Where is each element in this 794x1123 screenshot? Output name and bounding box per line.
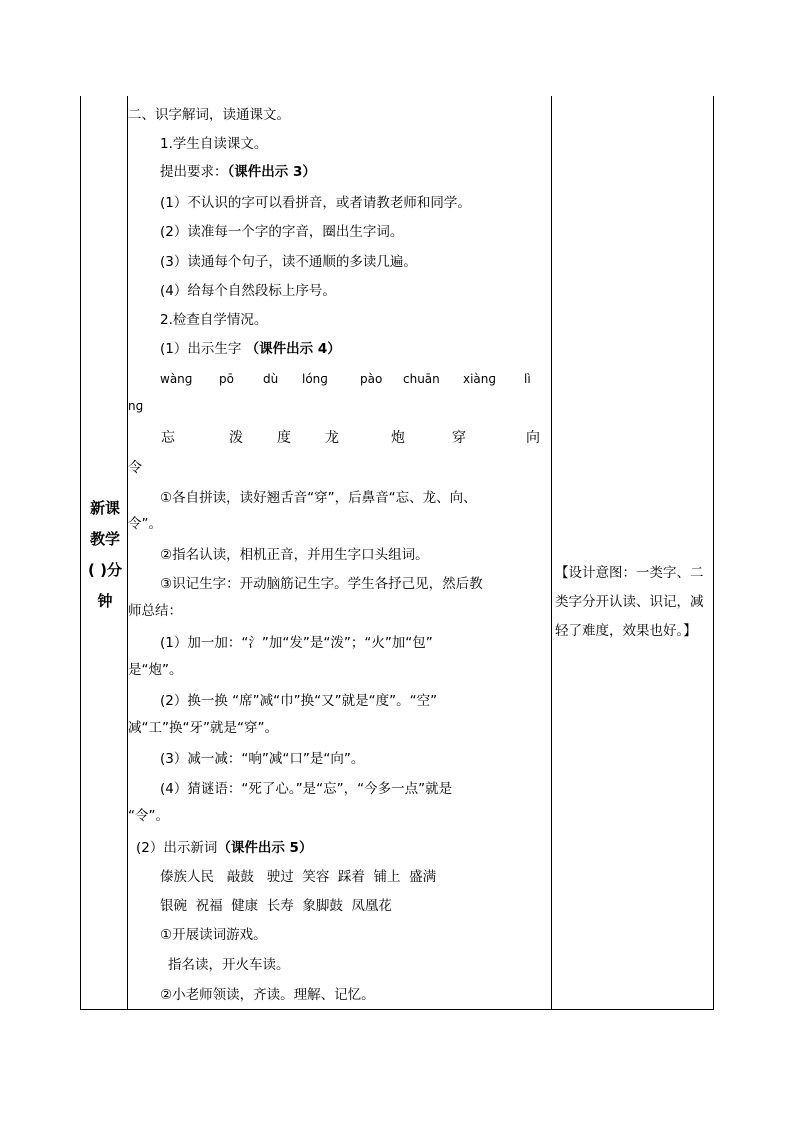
section-label-line: 钟 <box>97 592 113 610</box>
character-item: 度 <box>277 430 291 446</box>
reading-step-3: ③识记生字：开动脑筋记生字。学生各抒己见，然后教 <box>160 576 483 592</box>
reading-step-1-cont: 令”。 <box>128 516 162 532</box>
new-words-line <box>136 838 312 858</box>
column-divider-1 <box>127 96 128 1010</box>
memory-method-2: (2）换一换 “席”减“巾”换“又”就是“度”。“空” <box>160 693 438 709</box>
new-words-prefix: (2）出示新词 <box>136 840 218 856</box>
section-label-line: ( )分 <box>88 561 122 579</box>
character-item: 泼 <box>229 430 243 446</box>
pinyin-item: pō <box>219 372 234 386</box>
pinyin-item: wànɡ <box>160 372 193 386</box>
section-label <box>88 493 122 617</box>
reading-step-1: ①各自拼读，读好翘舌音“穿”，后鼻音“忘、龙、向、 <box>160 490 477 506</box>
new-characters-prefix: (1）出示生字 <box>160 341 246 357</box>
reading-step-2: ②指名认读，相机正音，并用生字口头组词。 <box>160 547 429 563</box>
requirement-4: (4）给每个自然段标上序号。 <box>160 283 336 299</box>
reading-step-3-cont: 师总结： <box>128 603 182 619</box>
word-game: ①开展读词游戏。 <box>160 927 267 943</box>
characters-wrap: 令 <box>128 460 142 476</box>
lesson-table <box>80 96 714 1010</box>
step-1: 1.学生自读课文。 <box>160 136 268 152</box>
word-game-detail: 指名读，开火车读。 <box>168 957 290 973</box>
character-item: 向 <box>526 430 540 446</box>
word-list-1: 傣族人民 敲鼓 驶过 笑容 踩着 铺上 盛满 <box>160 869 437 885</box>
new-characters-line <box>160 339 341 359</box>
requirement-1: (1）不认识的字可以看拼音，或者请教老师和同学。 <box>160 195 471 211</box>
table-border-bottom <box>80 1009 714 1010</box>
requirement-3: (3）读通每个句子，读不通顺的多读几遍。 <box>160 254 417 270</box>
pinyin-item: chuān <box>403 372 440 386</box>
memory-method-3: (3）减一减：“响”减“口”是“向”。 <box>160 751 365 767</box>
character-item: 炮 <box>391 430 405 446</box>
teacher-led-reading: ②小老师领读，齐读。理解、记忆。 <box>160 987 375 1003</box>
word-list-2: 银碗 祝福 健康 长寿 象脚鼓 凤凰花 <box>160 898 392 914</box>
section-label-line: 新课 <box>89 499 120 517</box>
table-border-right <box>713 96 714 1010</box>
requirement-2: (2）读准每一个字的字音，圈出生字词。 <box>160 224 404 240</box>
memory-method-1: (1）加一加：“氵”加“发”是“泼”；“火”加“包” <box>160 635 433 651</box>
pinyin-wrap: nɡ <box>128 399 144 413</box>
pinyin-item: pào <box>360 372 383 386</box>
character-item: 龙 <box>325 430 339 446</box>
requirements-line <box>160 162 316 182</box>
step-2: 2.检查自学情况。 <box>160 312 268 328</box>
courseware-cue: （课件出示 5） <box>217 840 313 856</box>
memory-method-1-cont: 是“炮”。 <box>128 662 183 678</box>
pinyin-item: lónɡ <box>302 372 328 386</box>
courseware-cue: （课件出示 4） <box>245 341 341 357</box>
design-intent-note: 【设计意图：一类字、二类字分开认读、识记，减轻了难度，效果也好。】 <box>555 565 704 639</box>
character-item: 穿 <box>452 430 466 446</box>
column-divider-2 <box>551 96 552 1010</box>
requirements-prefix: 提出要求： <box>160 164 228 180</box>
memory-method-4-cont: “令”。 <box>128 808 169 824</box>
pinyin-item: xiànɡ <box>463 372 497 386</box>
memory-method-2-cont: 减“工”换“牙”就是“穿”。 <box>128 720 278 736</box>
section-label-line: 教学 <box>89 530 120 548</box>
table-border-left <box>80 96 81 1010</box>
pinyin-item: lì <box>524 372 531 386</box>
courseware-cue: （课件出示 3） <box>227 164 316 180</box>
memory-method-4: (4）猜谜语：“死了心。”是“忘”，“今多一点”就是 <box>160 781 453 797</box>
pinyin-item: dù <box>263 372 279 386</box>
section-heading: 二、识字解词，读通课文。 <box>128 107 290 123</box>
character-item: 忘 <box>161 430 175 446</box>
